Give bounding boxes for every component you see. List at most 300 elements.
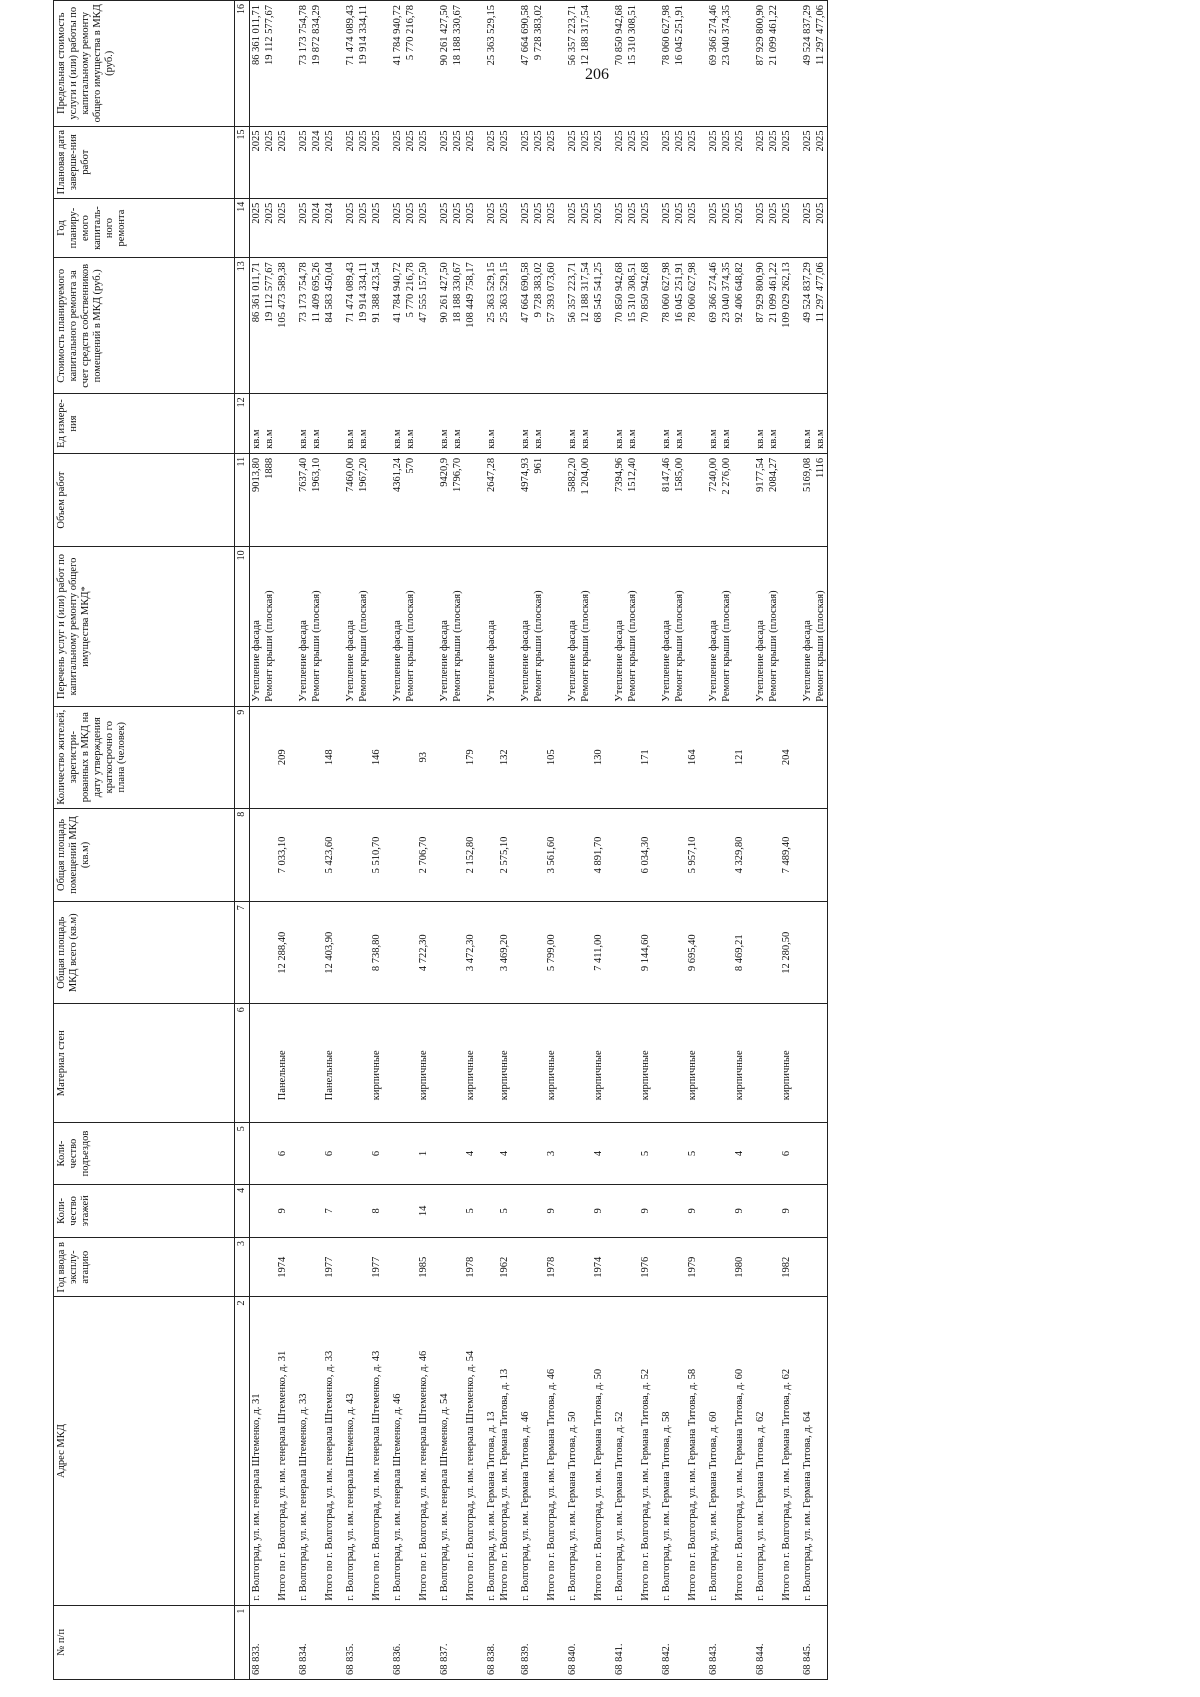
- group-spacer: [383, 1, 391, 1680]
- wall-material-cell: [357, 1004, 370, 1123]
- year-built-cell: [579, 1237, 592, 1297]
- plan-end-cell: 2025: [686, 126, 699, 198]
- group-spacer: [477, 1, 485, 1680]
- plan-year-cell: 2025: [814, 198, 828, 258]
- plan-end-cell: 2025: [357, 126, 370, 198]
- total-area-cell: 3 469,20: [498, 902, 511, 1004]
- premises-area-cell: [451, 808, 464, 902]
- cost-cell: 12 188 317,54: [579, 258, 592, 394]
- row-number: 68 836.: [391, 1605, 404, 1679]
- residents-cell: [720, 706, 733, 808]
- spacer-cell: [383, 1297, 391, 1605]
- cost-cell: 16 045 251,91: [673, 258, 686, 394]
- entrances-cell: 1: [417, 1123, 430, 1185]
- plan-end-cell: 2025: [417, 126, 430, 198]
- plan-end-cell: 2025: [323, 126, 336, 198]
- plan-end-cell: 2025: [498, 126, 511, 198]
- plan-end-cell: 2025: [250, 126, 264, 198]
- cost-cell: 9 728 383,02: [532, 258, 545, 394]
- volume-cell: 4974,93: [519, 453, 532, 547]
- year-built-cell: [297, 1237, 310, 1297]
- premises-area-cell: [707, 808, 720, 902]
- plan-end-cell: 2025: [464, 126, 477, 198]
- spacer-cell: [605, 1605, 613, 1679]
- work-type-cell: Утепление фасада: [660, 547, 673, 706]
- spacer-cell: [511, 1004, 519, 1123]
- unit-cell: [464, 394, 477, 454]
- volume-cell: 7460,00: [344, 453, 357, 547]
- unit-cell: [276, 394, 289, 454]
- table-row: [686, 1, 699, 1680]
- address-cell: Итого по г. Волгоград, ул. им. Германа Титова, д. 62: [780, 1297, 793, 1605]
- spacer-cell: [477, 453, 485, 547]
- premises-area-cell: 6 034,30: [639, 808, 652, 902]
- unit-cell: кв.м: [310, 394, 323, 454]
- total-area-cell: [566, 902, 579, 1004]
- premises-area-cell: [532, 808, 545, 902]
- spacer-cell: [383, 902, 391, 1004]
- work-type-cell: Утепление фасада: [297, 547, 310, 706]
- cost-cell: 68 545 541,25: [592, 258, 605, 394]
- wall-material-cell: кирпичные: [733, 1004, 746, 1123]
- col-header-total-area: Общая площадь МКД всего (кв.м): [54, 902, 235, 1004]
- spacer-cell: [558, 1123, 566, 1185]
- spacer-cell: [289, 547, 297, 706]
- spacer-cell: [289, 198, 297, 258]
- repair-plan-table: [53, 0, 828, 1680]
- limit-cost-cell: 87 929 800,90: [754, 1, 767, 127]
- work-type-cell: Утепление фасада: [801, 547, 814, 706]
- group-spacer: [336, 1, 344, 1680]
- wall-material-cell: [344, 1004, 357, 1123]
- address-cell: [814, 1297, 828, 1605]
- plan-year-cell: 2025: [417, 198, 430, 258]
- limit-cost-cell: 69 366 274,46: [707, 1, 720, 127]
- table-row: [464, 1, 477, 1680]
- spacer-cell: [699, 808, 707, 902]
- year-built-cell: [767, 1237, 780, 1297]
- column-number: 7: [235, 902, 250, 1004]
- floors-cell: [297, 1184, 310, 1237]
- unit-cell: [686, 394, 699, 454]
- address-cell: Итого по г. Волгоград, ул. им. Германа Титова, д. 60: [733, 1297, 746, 1605]
- entrances-cell: [767, 1123, 780, 1185]
- unit-cell: [780, 394, 793, 454]
- spacer-cell: [336, 1184, 344, 1237]
- spacer-cell: [383, 547, 391, 706]
- residents-cell: [814, 706, 828, 808]
- row-number: [276, 1605, 289, 1679]
- residents-cell: [626, 706, 639, 808]
- cost-cell: 5 770 216,78: [404, 258, 417, 394]
- spacer-cell: [699, 1237, 707, 1297]
- work-type-cell: [780, 547, 793, 706]
- spacer-cell: [383, 1237, 391, 1297]
- spacer-cell: [652, 1605, 660, 1679]
- work-type-cell: [686, 547, 699, 706]
- plan-end-cell: 2024: [310, 126, 323, 198]
- row-number: 68 837.: [438, 1605, 451, 1679]
- spacer-cell: [477, 1123, 485, 1185]
- spacer-cell: [511, 706, 519, 808]
- spacer-cell: [511, 1184, 519, 1237]
- work-type-cell: Утепление фасада: [707, 547, 720, 706]
- premises-area-cell: 5 423,60: [323, 808, 336, 902]
- spacer-cell: [511, 902, 519, 1004]
- volume-cell: 9177,54: [754, 453, 767, 547]
- spacer-cell: [511, 808, 519, 902]
- unit-cell: кв.м: [438, 394, 451, 454]
- spacer-cell: [558, 394, 566, 454]
- residents-cell: 93: [417, 706, 430, 808]
- limit-cost-cell: 70 850 942,68: [613, 1, 626, 127]
- spacer-cell: [699, 1004, 707, 1123]
- volume-cell: 1796,70: [451, 453, 464, 547]
- row-number: [357, 1605, 370, 1679]
- col-header-residents: Количество жителей, зарегистри-рованных в МКД на дату утверждения краткосрочно го плана (человек): [54, 706, 235, 808]
- spacer-cell: [793, 1004, 801, 1123]
- work-type-cell: [417, 547, 430, 706]
- spacer-cell: [289, 1184, 297, 1237]
- header-row: [54, 1, 235, 1680]
- floors-cell: [613, 1184, 626, 1237]
- volume-cell: 8147,46: [660, 453, 673, 547]
- entrances-cell: [344, 1123, 357, 1185]
- spacer-cell: [746, 902, 754, 1004]
- residents-cell: 130: [592, 706, 605, 808]
- spacer-cell: [558, 1297, 566, 1605]
- plan-end-cell: 2025: [814, 126, 828, 198]
- entrances-cell: [707, 1123, 720, 1185]
- spacer-cell: [746, 1605, 754, 1679]
- spacer-cell: [746, 808, 754, 902]
- address-cell: [451, 1297, 464, 1605]
- work-type-cell: Утепление фасада: [250, 547, 264, 706]
- spacer-cell: [605, 1004, 613, 1123]
- limit-cost-cell: [733, 1, 746, 127]
- group-spacer: [605, 1, 613, 1680]
- table-row: [498, 1, 511, 1680]
- spacer-cell: [793, 1, 801, 127]
- spacer-cell: [289, 1123, 297, 1185]
- address-cell: г. Волгоград, ул. им. Германа Титова, д. 50: [566, 1297, 579, 1605]
- work-type-cell: [464, 547, 477, 706]
- spacer-cell: [746, 1184, 754, 1237]
- wall-material-cell: кирпичные: [370, 1004, 383, 1123]
- spacer-cell: [793, 394, 801, 454]
- total-area-cell: [720, 902, 733, 1004]
- cost-cell: 78 060 627,98: [686, 258, 699, 394]
- work-type-cell: Ремонт крыши (плоская): [814, 547, 828, 706]
- cost-cell: 19 914 334,11: [357, 258, 370, 394]
- spacer-cell: [383, 706, 391, 808]
- spacer-cell: [605, 547, 613, 706]
- spacer-cell: [699, 706, 707, 808]
- entrances-cell: [250, 1123, 264, 1185]
- limit-cost-cell: 15 310 308,51: [626, 1, 639, 127]
- premises-area-cell: 7 489,40: [780, 808, 793, 902]
- spacer-cell: [430, 1237, 438, 1297]
- table-row: [519, 1, 532, 1680]
- spacer-cell: [652, 547, 660, 706]
- residents-cell: [613, 706, 626, 808]
- address-cell: г. Волгоград, ул. им. генерала Штеменко, д. 33: [297, 1297, 310, 1605]
- wall-material-cell: [451, 1004, 464, 1123]
- spacer-cell: [793, 808, 801, 902]
- address-cell: [767, 1297, 780, 1605]
- spacer-cell: [605, 258, 613, 394]
- year-built-cell: [660, 1237, 673, 1297]
- premises-area-cell: [673, 808, 686, 902]
- plan-year-cell: 2024: [323, 198, 336, 258]
- total-area-cell: [519, 902, 532, 1004]
- row-number: [323, 1605, 336, 1679]
- spacer-cell: [652, 394, 660, 454]
- floors-cell: [673, 1184, 686, 1237]
- col-header-premises-area: Общая площадь помещений МКД (кв.м): [54, 808, 235, 902]
- premises-area-cell: [767, 808, 780, 902]
- year-built-cell: 1974: [592, 1237, 605, 1297]
- plan-end-cell: 2025: [801, 126, 814, 198]
- cost-cell: 56 357 223,71: [566, 258, 579, 394]
- plan-year-cell: 2025: [579, 198, 592, 258]
- volume-cell: [498, 453, 511, 547]
- spacer-cell: [699, 258, 707, 394]
- column-number: 15: [235, 126, 250, 198]
- residents-cell: [566, 706, 579, 808]
- year-built-cell: [391, 1237, 404, 1297]
- spacer-cell: [477, 1297, 485, 1605]
- plan-year-cell: 2025: [626, 198, 639, 258]
- row-number: [451, 1605, 464, 1679]
- cost-cell: 86 361 011,71: [250, 258, 264, 394]
- premises-area-cell: [566, 808, 579, 902]
- floors-cell: 14: [417, 1184, 430, 1237]
- table-row: [673, 1, 686, 1680]
- total-area-cell: [297, 902, 310, 1004]
- spacer-cell: [430, 258, 438, 394]
- entrances-cell: 6: [276, 1123, 289, 1185]
- floors-cell: [660, 1184, 673, 1237]
- spacer-cell: [699, 547, 707, 706]
- spacer-cell: [746, 126, 754, 198]
- year-built-cell: [519, 1237, 532, 1297]
- column-number: 16: [235, 1, 250, 127]
- page-number: 206: [585, 66, 609, 83]
- spacer-cell: [605, 902, 613, 1004]
- total-area-cell: [801, 902, 814, 1004]
- spacer-cell: [511, 1123, 519, 1185]
- spacer-cell: [477, 706, 485, 808]
- work-type-cell: [639, 547, 652, 706]
- entrances-cell: [263, 1123, 276, 1185]
- group-spacer: [289, 1, 297, 1680]
- spacer-cell: [652, 1237, 660, 1297]
- wall-material-cell: [660, 1004, 673, 1123]
- work-type-cell: Ремонт крыши (плоская): [263, 547, 276, 706]
- spacer-cell: [746, 1004, 754, 1123]
- spacer-cell: [511, 1, 519, 127]
- total-area-cell: 5 799,00: [545, 902, 558, 1004]
- plan-end-cell: 2025: [485, 126, 498, 198]
- year-built-cell: 1976: [639, 1237, 652, 1297]
- cost-cell: 70 850 942,68: [639, 258, 652, 394]
- floors-cell: [767, 1184, 780, 1237]
- row-number: 68 839.: [519, 1605, 532, 1679]
- plan-year-cell: 2025: [780, 198, 793, 258]
- residents-cell: [801, 706, 814, 808]
- year-built-cell: [707, 1237, 720, 1297]
- wall-material-cell: [310, 1004, 323, 1123]
- floors-cell: 7: [323, 1184, 336, 1237]
- work-type-cell: [323, 547, 336, 706]
- plan-end-cell: 2025: [370, 126, 383, 198]
- premises-area-cell: [801, 808, 814, 902]
- spacer-cell: [652, 198, 660, 258]
- total-area-cell: [438, 902, 451, 1004]
- residents-cell: [673, 706, 686, 808]
- residents-cell: 148: [323, 706, 336, 808]
- column-number-row: [235, 1, 250, 1680]
- row-number: 68 845.: [801, 1605, 814, 1679]
- spacer-cell: [289, 258, 297, 394]
- plan-year-cell: 2025: [297, 198, 310, 258]
- row-number: [310, 1605, 323, 1679]
- total-area-cell: [814, 902, 828, 1004]
- spacer-cell: [699, 1184, 707, 1237]
- floors-cell: 9: [639, 1184, 652, 1237]
- plan-end-cell: 2025: [579, 126, 592, 198]
- spacer-cell: [430, 126, 438, 198]
- work-type-cell: [498, 547, 511, 706]
- spacer-cell: [430, 1, 438, 127]
- spacer-cell: [558, 1, 566, 127]
- spacer-cell: [289, 453, 297, 547]
- spacer-cell: [746, 198, 754, 258]
- spacer-cell: [793, 1237, 801, 1297]
- spacer-cell: [336, 394, 344, 454]
- spacer-cell: [558, 126, 566, 198]
- premises-area-cell: [344, 808, 357, 902]
- plan-year-cell: 2025: [498, 198, 511, 258]
- work-type-cell: Утепление фасада: [438, 547, 451, 706]
- volume-cell: 1888: [263, 453, 276, 547]
- spacer-cell: [605, 808, 613, 902]
- spacer-cell: [430, 547, 438, 706]
- row-number: [417, 1605, 430, 1679]
- spacer-cell: [336, 1123, 344, 1185]
- residents-cell: [519, 706, 532, 808]
- work-type-cell: Утепление фасада: [391, 547, 404, 706]
- spacer-cell: [605, 198, 613, 258]
- spacer-cell: [477, 902, 485, 1004]
- premises-area-cell: [438, 808, 451, 902]
- address-cell: Итого по г. Волгоград, ул. им. Германа Титова, д. 13: [498, 1297, 511, 1605]
- plan-year-cell: 2025: [438, 198, 451, 258]
- spacer-cell: [652, 453, 660, 547]
- residents-cell: [391, 706, 404, 808]
- unit-cell: кв.м: [720, 394, 733, 454]
- spacer-cell: [477, 1237, 485, 1297]
- table-row: [532, 1, 545, 1680]
- unit-cell: кв.м: [532, 394, 545, 454]
- total-area-cell: [660, 902, 673, 1004]
- row-number: [263, 1605, 276, 1679]
- spacer-cell: [477, 547, 485, 706]
- column-number: 11: [235, 453, 250, 547]
- residents-cell: [767, 706, 780, 808]
- spacer-cell: [289, 902, 297, 1004]
- unit-cell: [370, 394, 383, 454]
- floors-cell: 9: [545, 1184, 558, 1237]
- premises-area-cell: 5 510,70: [370, 808, 383, 902]
- spacer-cell: [558, 808, 566, 902]
- residents-cell: [579, 706, 592, 808]
- volume-cell: [545, 453, 558, 547]
- spacer-cell: [605, 1237, 613, 1297]
- volume-cell: 2084,27: [767, 453, 780, 547]
- wall-material-cell: [297, 1004, 310, 1123]
- row-number: [733, 1605, 746, 1679]
- spacer-cell: [336, 1237, 344, 1297]
- work-type-cell: Ремонт крыши (плоская): [451, 547, 464, 706]
- spacer-cell: [289, 126, 297, 198]
- unit-cell: кв.м: [485, 394, 498, 454]
- table-row: [310, 1, 323, 1680]
- year-built-cell: [357, 1237, 370, 1297]
- volume-cell: 4361,24: [391, 453, 404, 547]
- spacer-cell: [558, 1605, 566, 1679]
- spacer-cell: [477, 258, 485, 394]
- spacer-cell: [699, 126, 707, 198]
- total-area-cell: [357, 902, 370, 1004]
- wall-material-cell: [404, 1004, 417, 1123]
- work-type-cell: Ремонт крыши (плоская): [404, 547, 417, 706]
- year-built-cell: [310, 1237, 323, 1297]
- spacer-cell: [746, 1237, 754, 1297]
- spacer-cell: [477, 198, 485, 258]
- spacer-cell: [793, 198, 801, 258]
- cost-cell: 47 664 690,58: [519, 258, 532, 394]
- entrances-cell: [391, 1123, 404, 1185]
- spacer-cell: [430, 1004, 438, 1123]
- residents-cell: [250, 706, 264, 808]
- entrances-cell: 6: [323, 1123, 336, 1185]
- year-built-cell: 1985: [417, 1237, 430, 1297]
- spacer-cell: [289, 1237, 297, 1297]
- spacer-cell: [699, 902, 707, 1004]
- address-cell: г. Волгоград, ул. им. Германа Титова, д. 60: [707, 1297, 720, 1605]
- unit-cell: кв.м: [814, 394, 828, 454]
- row-number: 68 834.: [297, 1605, 310, 1679]
- table-row: [566, 1, 579, 1680]
- cost-cell: 18 188 330,67: [451, 258, 464, 394]
- table-row: [660, 1, 673, 1680]
- year-built-cell: 1980: [733, 1237, 746, 1297]
- entrances-cell: [801, 1123, 814, 1185]
- unit-cell: [733, 394, 746, 454]
- row-number: [532, 1605, 545, 1679]
- year-built-cell: [451, 1237, 464, 1297]
- col-header-year-built: Год ввода в эксплу-атацию: [54, 1237, 235, 1297]
- limit-cost-cell: 9 728 383,02: [532, 1, 545, 127]
- spacer-cell: [793, 126, 801, 198]
- spacer-cell: [511, 1297, 519, 1605]
- total-area-cell: 12 403,90: [323, 902, 336, 1004]
- entrances-cell: [566, 1123, 579, 1185]
- plan-year-cell: 2025: [464, 198, 477, 258]
- year-built-cell: 1962: [498, 1237, 511, 1297]
